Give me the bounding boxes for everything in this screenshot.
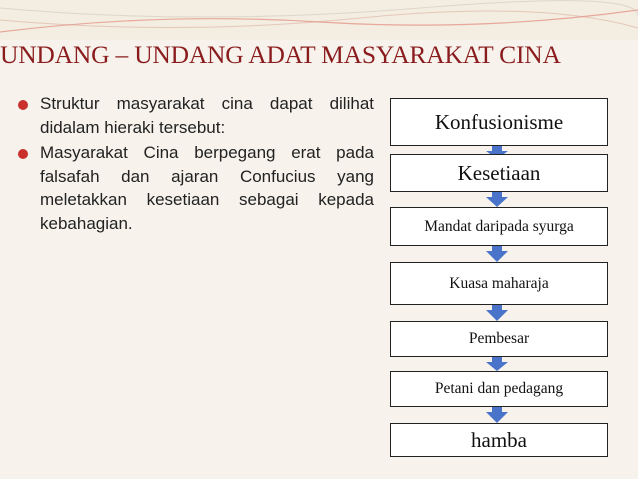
hierarchy-box-pembesar: Pembesar <box>390 321 608 357</box>
top-decoration <box>0 0 638 40</box>
hierarchy-box-kuasa-maharaja: Kuasa maharaja <box>390 262 608 305</box>
arrow-down-icon <box>486 192 508 207</box>
hierarchy-box-hamba: hamba <box>390 423 608 457</box>
bullet-dot-icon <box>18 149 28 159</box>
bullet-item <box>18 141 374 235</box>
arrow-down-icon <box>486 246 508 262</box>
hierarchy-box-petani-pedagang: Petani dan pedagang <box>390 371 608 407</box>
arrow-down-icon <box>486 407 508 423</box>
hierarchy-box-mandat: Mandat daripada syurga <box>390 207 608 246</box>
bullet-text: Struktur masyarakat cina dapat dilihat didalam hieraki tersebut: <box>40 94 374 137</box>
hierarchy-box-kesetiaan: Kesetiaan <box>390 154 608 192</box>
arrow-down-icon <box>486 357 508 371</box>
bullet-text: Masyarakat Cina berpegang erat pada falsafah dan ajaran Confucius yang meletakkan kesetiaan sebagai kepada kebahagian. <box>40 143 374 233</box>
bullet-item <box>18 92 374 139</box>
hierarchy-box-konfusionisme: Konfusionisme <box>390 98 608 146</box>
bullet-dot-icon <box>18 100 28 110</box>
slide-title: UNDANG – UNDANG ADAT MASYARAKAT CINA <box>0 40 561 69</box>
arrow-down-icon <box>486 305 508 321</box>
bullet-list <box>18 92 374 237</box>
